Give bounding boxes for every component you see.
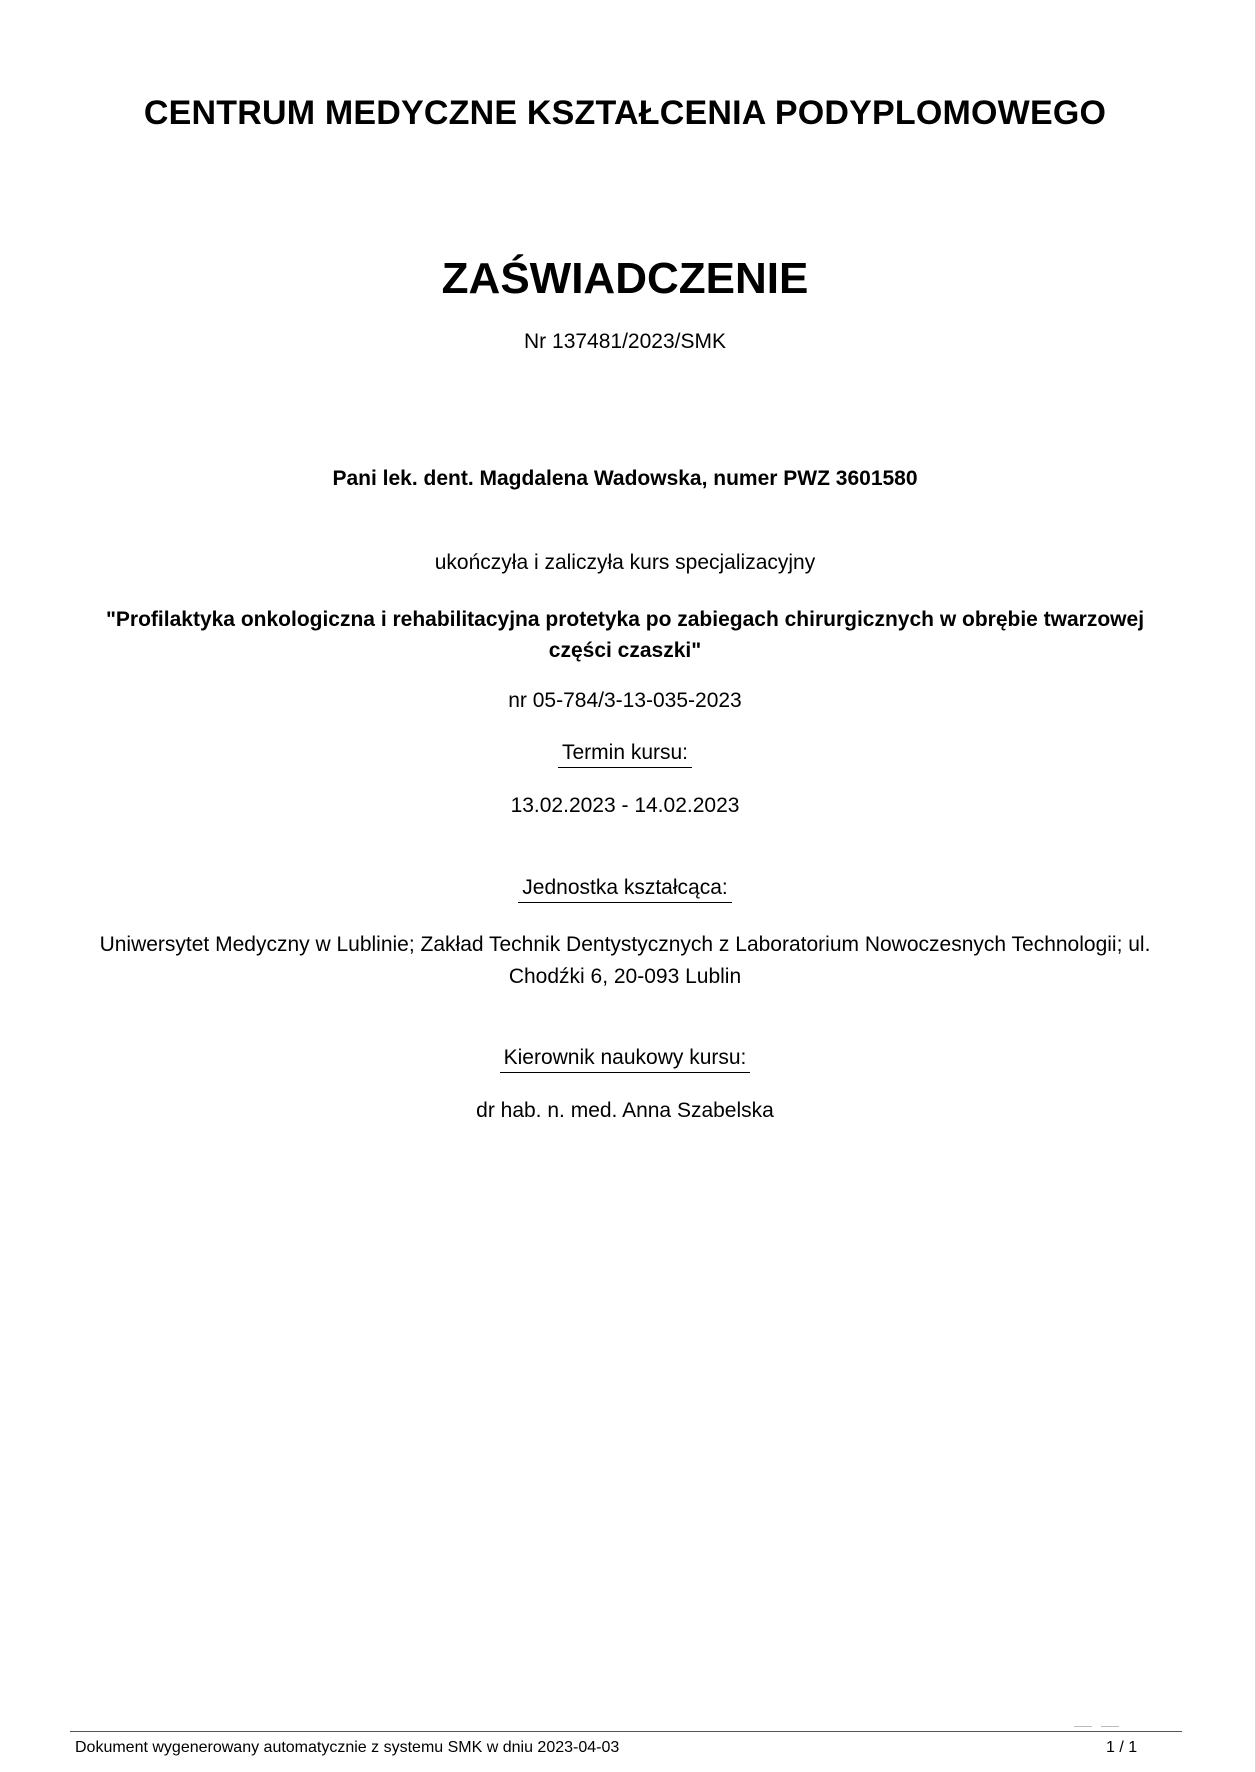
unit-label: Jednostka kształcąca: [518, 876, 731, 903]
head-value: dr hab. n. med. Anna Szabelska [476, 1099, 774, 1122]
head-label-row [90, 1046, 1160, 1073]
unit-label-row [90, 876, 1160, 903]
term-value: 13.02.2023 - 14.02.2023 [510, 794, 740, 817]
head-label: Kierownik naukowy kursu: [500, 1046, 751, 1073]
footer-rule [70, 1731, 1182, 1732]
term-label: Termin kursu: [558, 741, 692, 768]
course-number: nr 05-784/3-13-035-2023 [508, 689, 742, 712]
unit-value: Uniwersytet Medyczny w Lublinie; Zakład Technik Dentystycznych z Laboratorium Nowoczesnych Technologii; ul. Chodźki 6, 20-093 Lublin [99, 933, 1151, 988]
footer-generated-text: Dokument wygenerowany automatycznie z systemu SMK w dniu 2023-04-03 [75, 1739, 620, 1756]
institution-name: CENTRUM MEDYCZNE KSZTAŁCENIA PODYPLOMOWEGO [143, 94, 1107, 132]
document-number: Nr 137481/2023/SMK [524, 330, 726, 353]
footer-tick-right [1101, 1726, 1119, 1727]
document-title: ZAŚWIADCZENIE [441, 254, 809, 303]
footer-page-indicator: 1 / 1 [1106, 1739, 1138, 1756]
course-title: "Profilaktyka onkologiczna i rehabilitacyjna protetyka po zabiegach chirurgicznych w obrębie twarzowej części czaszki" [105, 608, 1145, 662]
footer-tick-left [1074, 1726, 1092, 1727]
term-label-row [90, 741, 1160, 768]
completion-statement: ukończyła i zaliczyła kurs specjalizacyjny [434, 551, 816, 574]
recipient-line: Pani lek. dent. Magdalena Wadowska, numer PWZ 3601580 [332, 467, 918, 490]
